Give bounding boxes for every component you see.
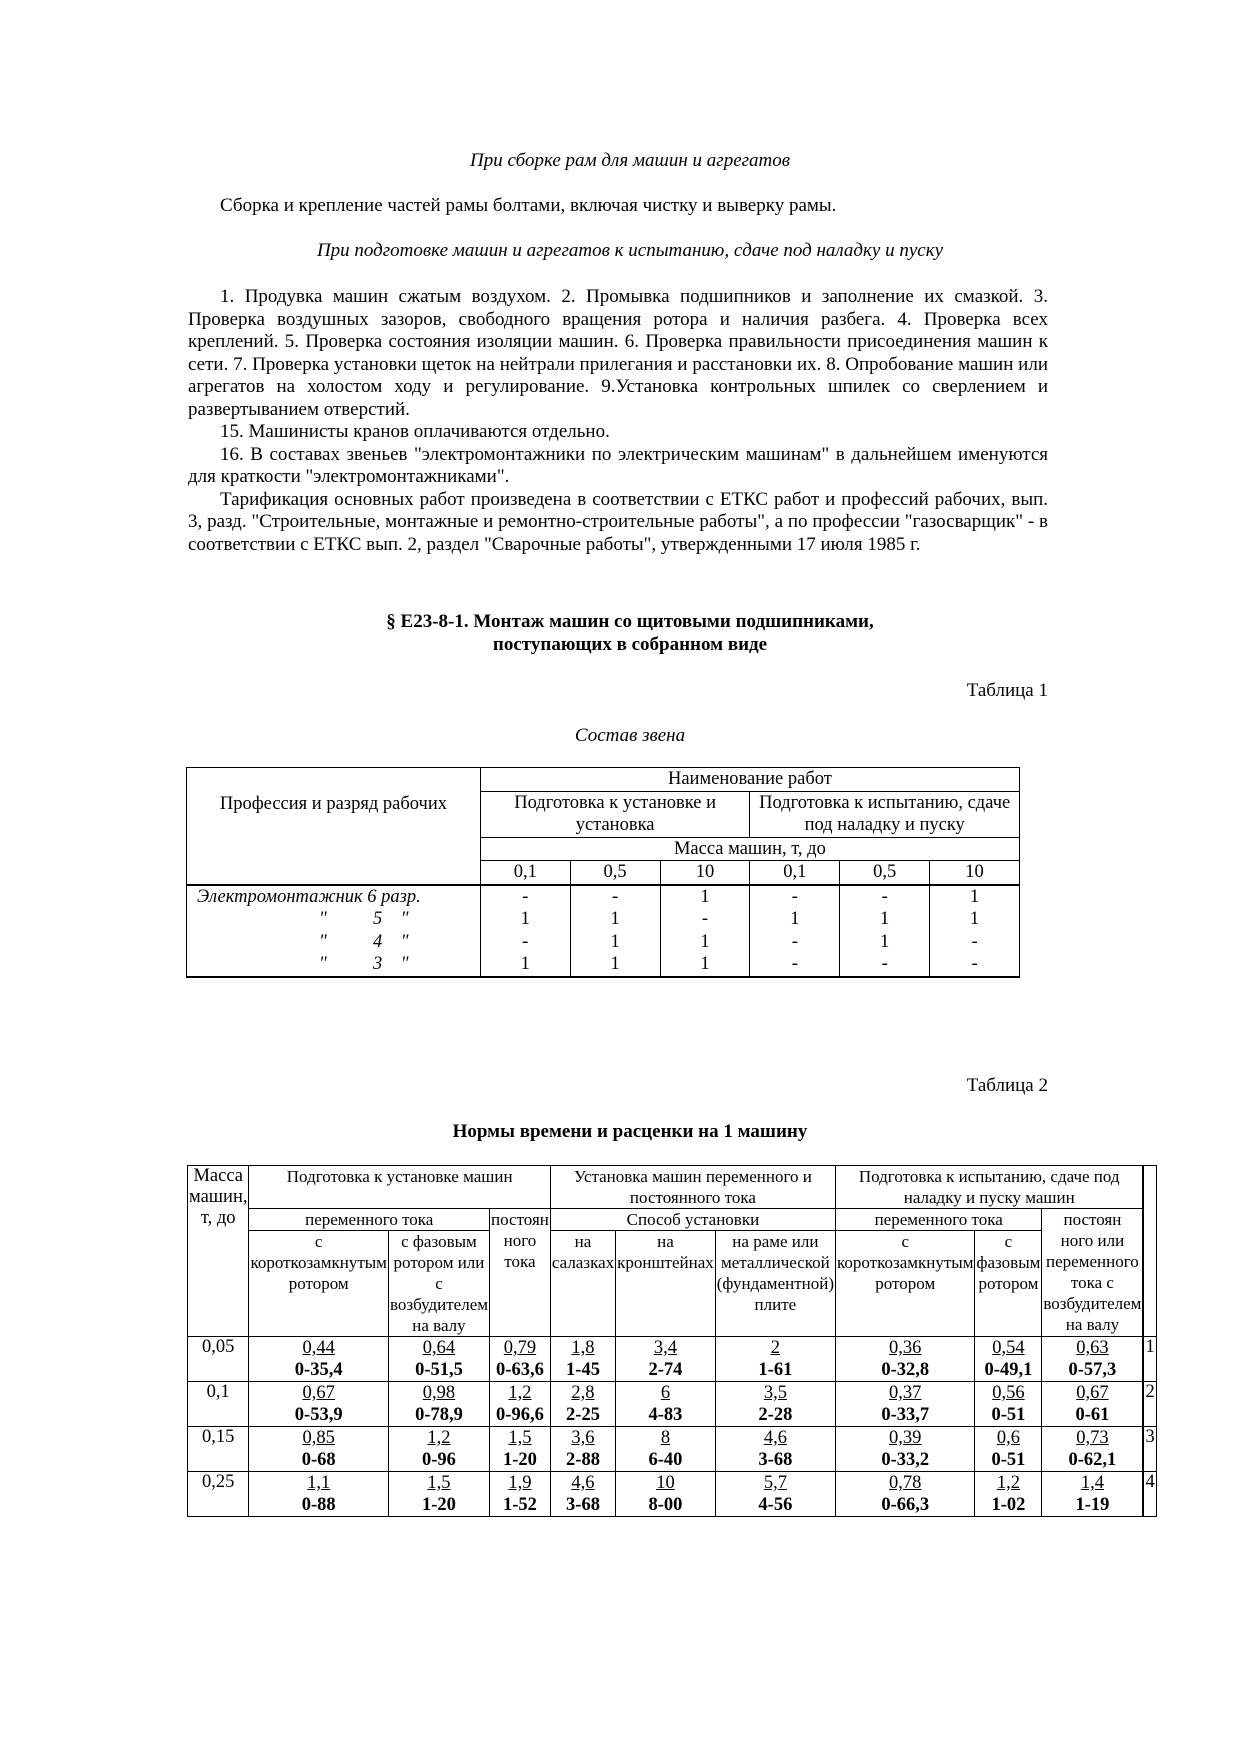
rate: 2-25 — [566, 1405, 600, 1425]
table-cell: 1 — [840, 908, 930, 931]
note-paragraph: 15. Машинисты кранов оплачиваются отдельно. — [220, 421, 610, 442]
rate: 0-61 — [1075, 1405, 1110, 1425]
header-ac: переменного тока — [249, 1209, 490, 1231]
mass-col: 10 — [930, 861, 1020, 885]
rate: 1-61 — [758, 1360, 793, 1380]
norm-cell — [975, 1382, 1042, 1427]
time-norm: 6 — [660, 1383, 671, 1403]
header-dc2-part: ного или переменного тока с возбудителем на валу — [1043, 1231, 1142, 1334]
frame-assembly-text — [188, 195, 1048, 218]
rate: 0-62,1 — [1068, 1450, 1117, 1470]
time-norm: 1,2 — [427, 1428, 451, 1448]
time-norm: 0,67 — [1076, 1383, 1109, 1403]
norm-cell — [490, 1427, 551, 1472]
table-row — [187, 931, 1020, 954]
table-row — [188, 1472, 1157, 1517]
norm-cell — [249, 1337, 388, 1382]
note-paragraph: 16. В составах звеньев "электромонтажники по электрическим машинам" в дальнейшем именуются для краткости "электромонтажниками". — [188, 443, 1048, 487]
table-cell: 1 — [930, 908, 1020, 931]
time-norm: 3,4 — [653, 1338, 677, 1358]
header-profession: Профессия и разряд рабочих — [187, 768, 481, 885]
table-cell: 1 — [570, 908, 660, 931]
section-title-line: § Е23-8-1. Монтаж машин со щитовыми подшипниками, — [386, 611, 874, 632]
rate: 4-83 — [648, 1405, 683, 1425]
rate: 0-68 — [301, 1450, 336, 1470]
rate: 1-52 — [502, 1495, 537, 1515]
crew-composition-table — [186, 767, 1020, 978]
mass-col: 0,1 — [750, 861, 840, 885]
profession-cell: " 5 " — [187, 908, 481, 931]
header-works: Наименование работ — [480, 768, 1019, 792]
time-norms-table — [187, 1165, 1157, 1517]
norm-cell — [490, 1472, 551, 1517]
table-row — [188, 1382, 1157, 1427]
section-title — [0, 610, 1240, 656]
table2-label: Таблица 2 — [966, 1075, 1048, 1096]
rate: 0-96,6 — [496, 1405, 544, 1425]
time-norm: 0,78 — [889, 1473, 922, 1493]
subheader: на раме или металлической (фундаментной) плите — [715, 1231, 835, 1337]
section-title-line: поступающих в собранном виде — [492, 634, 768, 655]
time-norm: 5,7 — [763, 1473, 787, 1493]
time-norm: 0,85 — [302, 1428, 335, 1448]
header-dc-part: ного тока — [503, 1231, 537, 1271]
norm-cell — [388, 1337, 489, 1382]
mass-col: 0,5 — [840, 861, 930, 885]
table-cell: - — [570, 885, 660, 909]
header-install: Установка машин переменного и постоянного тока — [550, 1166, 835, 1209]
norm-cell — [1042, 1427, 1144, 1472]
mass-col: 10 — [660, 861, 750, 885]
time-norm: 0,39 — [889, 1428, 922, 1448]
table-cell: 1 — [480, 953, 570, 977]
norm-cell — [490, 1382, 551, 1427]
table-row — [187, 953, 1020, 977]
time-norm: 0,63 — [1076, 1338, 1109, 1358]
table-cell: 1 — [840, 931, 930, 954]
time-norm: 8 — [660, 1428, 671, 1448]
time-norm: 1,8 — [571, 1338, 595, 1358]
time-norm: 1,4 — [1080, 1473, 1104, 1493]
time-norm: 1,5 — [508, 1428, 532, 1448]
time-norm: 1,2 — [508, 1383, 532, 1403]
time-norm: 0,56 — [992, 1383, 1025, 1403]
table-cell: - — [480, 931, 570, 954]
subheader: на кронштейнах — [616, 1231, 716, 1337]
time-norm: 4,6 — [763, 1428, 787, 1448]
time-norm: 0,37 — [889, 1383, 922, 1403]
rate: 0-35,4 — [294, 1360, 343, 1380]
norm-cell — [249, 1427, 388, 1472]
time-norm: 0,36 — [889, 1338, 922, 1358]
rate: 0-33,7 — [881, 1405, 930, 1425]
header-prep-test: Подготовка к испытанию, сдаче под наладку и пуску машин — [836, 1166, 1144, 1209]
time-norm: 3,5 — [763, 1383, 787, 1403]
rate: 4-56 — [758, 1495, 793, 1515]
tariff-paragraph: Тарификация основных работ произведена в соответствии с ЕТКС работ и профессий рабочих, вып. 3, разд. "Строительные, монтажные и ремонтно-строительные работы", а по профессии "газосварщик" - в соответствии с ЕТКС вып. 2, раздел "Сварочные работы", утвержденными 17 июля 1985 г. — [188, 488, 1048, 555]
norm-cell — [975, 1472, 1042, 1517]
time-norm: 4,6 — [571, 1473, 595, 1493]
time-norm: 1,1 — [307, 1473, 331, 1493]
subheader: с короткозамкнутым ротором — [836, 1231, 975, 1337]
norm-cell — [249, 1382, 388, 1427]
table1-label: Таблица 1 — [966, 680, 1048, 701]
rate: 1-02 — [991, 1495, 1026, 1515]
preparation-text — [188, 286, 1048, 556]
rate: 0-49,1 — [984, 1360, 1033, 1380]
header-mass: Масса машин, т, до — [480, 837, 1019, 861]
norm-cell — [1042, 1337, 1144, 1382]
table-cell: - — [750, 953, 840, 977]
norm-cell — [490, 1337, 551, 1382]
table-cell: 1 — [660, 931, 750, 954]
table-cell: - — [750, 885, 840, 909]
norm-cell — [715, 1337, 835, 1382]
table-cell: - — [930, 931, 1020, 954]
norm-cell — [249, 1472, 388, 1517]
row-number: 3 — [1143, 1427, 1156, 1472]
frame-assembly-paragraph: Сборка и крепление частей рамы болтами, включая чистку и выверку рамы. — [220, 195, 837, 216]
table-cell: 1 — [570, 931, 660, 954]
norm-cell — [388, 1382, 489, 1427]
profession-cell: Электромонтажник 6 разр. — [187, 885, 481, 909]
frame-assembly-heading: При сборке рам для машин и агрегатов — [469, 150, 791, 171]
table-row — [188, 1427, 1157, 1472]
header-row-number — [1143, 1166, 1156, 1337]
rate: 0-51 — [991, 1450, 1026, 1470]
time-norm: 2,8 — [571, 1383, 595, 1403]
table-cell: - — [840, 885, 930, 909]
header-prep-install: Подготовка к установке и установка — [480, 791, 750, 837]
rate: 0-33,2 — [881, 1450, 930, 1470]
rate: 0-57,3 — [1068, 1360, 1117, 1380]
rate: 3-68 — [566, 1495, 600, 1515]
rate: 0-78,9 — [415, 1405, 463, 1425]
header-method: Способ установки — [550, 1209, 835, 1231]
time-norm: 10 — [656, 1473, 675, 1493]
norm-cell — [616, 1337, 716, 1382]
header-ac2: переменного тока — [836, 1209, 1042, 1231]
table-cell: 1 — [480, 908, 570, 931]
rate: 0-66,3 — [881, 1495, 930, 1515]
preparation-paragraph: 1. Продувка машин сжатым воздухом. 2. Промывка подшипников и заполнение их смазкой. 3. Проверка воздушных зазоров, свободного вращения ротора и наличия разбега. 4. Проверка всех креплений. 5. Проверка состояния изоляции машин. 6. Проверка правильности присоединения машин к сети. 7. Проверка установки щеток на нейтрали прилегания и расстановки их. 8. Опробование машин или агрегатов на холостом ходу и регулирование. 9.Установка контрольных шпилек со сверлением и развертыванием отверстий. — [188, 286, 1048, 420]
subheader: с фазовым ротором — [975, 1231, 1042, 1337]
rate: 0-32,8 — [881, 1360, 930, 1380]
row-number: 2 — [1143, 1382, 1156, 1427]
mass-col: 0,1 — [480, 861, 570, 885]
time-norm: 0,44 — [302, 1338, 335, 1358]
time-norm: 1,5 — [427, 1473, 451, 1493]
norm-cell — [1042, 1382, 1144, 1427]
row-number: 4 — [1143, 1472, 1156, 1517]
header-dc2 — [1042, 1209, 1144, 1337]
table-cell: 1 — [750, 908, 840, 931]
mass-cell: 0,25 — [188, 1472, 249, 1517]
table-cell: 1 — [660, 953, 750, 977]
rate: 0-53,9 — [294, 1405, 343, 1425]
mass-cell: 0,05 — [188, 1337, 249, 1382]
header-prep-test: Подготовка к испытанию, сдаче под наладку и пуску — [750, 791, 1020, 837]
table-cell: 1 — [930, 885, 1020, 909]
norm-cell — [550, 1337, 615, 1382]
table2-caption: Нормы времени и расценки на 1 машину — [452, 1121, 808, 1142]
time-norm: 1,9 — [508, 1473, 532, 1493]
table-cell: - — [930, 953, 1020, 977]
profession-cell: " 3 " — [187, 953, 481, 977]
mass-cell: 0,15 — [188, 1427, 249, 1472]
header-dc2-part: постоян — [1063, 1210, 1122, 1229]
table-cell: - — [660, 908, 750, 931]
table-row — [188, 1337, 1157, 1382]
subheader: с короткозамкнутым ротором — [249, 1231, 388, 1337]
preparation-heading: При подготовке машин и агрегатов к испытанию, сдаче под наладку и пуску — [316, 240, 944, 261]
norm-cell — [388, 1427, 489, 1472]
time-norm: 0,98 — [422, 1383, 456, 1403]
norm-cell — [975, 1427, 1042, 1472]
norm-cell — [715, 1382, 835, 1427]
time-norm: 0,64 — [422, 1338, 456, 1358]
table-cell: 1 — [570, 953, 660, 977]
rate: 1-20 — [422, 1495, 456, 1515]
rate: 2-28 — [758, 1405, 793, 1425]
rate: 0-63,6 — [496, 1360, 544, 1380]
rate: 8-00 — [648, 1495, 683, 1515]
rate: 0-51 — [991, 1405, 1026, 1425]
rate: 6-40 — [648, 1450, 683, 1470]
table-row — [187, 908, 1020, 931]
norm-cell — [616, 1382, 716, 1427]
time-norm: 0,73 — [1076, 1428, 1109, 1448]
norm-cell — [715, 1472, 835, 1517]
mass-cell: 0,1 — [188, 1382, 249, 1427]
norm-cell — [1042, 1472, 1144, 1517]
rate: 2-88 — [566, 1450, 600, 1470]
time-norm: 2 — [770, 1338, 780, 1358]
table-cell: 1 — [660, 885, 750, 909]
header-dc-part: постоян — [491, 1210, 549, 1229]
header-mass: Масса машин, т, до — [188, 1166, 249, 1337]
norm-cell — [836, 1337, 975, 1382]
norm-cell — [836, 1472, 975, 1517]
norm-cell — [975, 1337, 1042, 1382]
time-norm: 1,2 — [996, 1473, 1020, 1493]
rate: 1-20 — [502, 1450, 537, 1470]
row-number: 1 — [1143, 1337, 1156, 1382]
norm-cell — [550, 1427, 615, 1472]
rate: 0-88 — [301, 1495, 336, 1515]
norm-cell — [550, 1382, 615, 1427]
mass-col: 0,5 — [570, 861, 660, 885]
rate: 3-68 — [758, 1450, 793, 1470]
norm-cell — [550, 1472, 615, 1517]
table-cell: - — [840, 953, 930, 977]
time-norm: 0,79 — [503, 1338, 537, 1358]
header-dc — [490, 1209, 551, 1337]
rate: 0-96 — [422, 1450, 456, 1470]
rate: 0-51,5 — [415, 1360, 463, 1380]
time-norm: 0,54 — [992, 1338, 1025, 1358]
norm-cell — [616, 1472, 716, 1517]
rate: 1-45 — [566, 1360, 600, 1380]
subheader: на салазках — [550, 1231, 615, 1337]
table-cell: - — [750, 931, 840, 954]
profession-cell: " 4 " — [187, 931, 481, 954]
table-cell: - — [480, 885, 570, 909]
subheader: с фазовым ротором или с возбудителем на валу — [389, 1232, 489, 1335]
time-norm: 0,6 — [996, 1428, 1020, 1448]
norm-cell — [616, 1427, 716, 1472]
rate: 1-19 — [1075, 1495, 1110, 1515]
table-row — [187, 885, 1020, 909]
norm-cell — [836, 1382, 975, 1427]
time-norm: 3,6 — [571, 1428, 595, 1448]
norm-cell — [388, 1472, 489, 1517]
header-prep-install: Подготовка к установке машин — [249, 1166, 550, 1209]
table1-caption: Состав звена — [574, 725, 686, 746]
norm-cell — [836, 1427, 975, 1472]
norm-cell — [715, 1427, 835, 1472]
time-norm: 0,67 — [302, 1383, 335, 1403]
rate: 2-74 — [648, 1360, 683, 1380]
